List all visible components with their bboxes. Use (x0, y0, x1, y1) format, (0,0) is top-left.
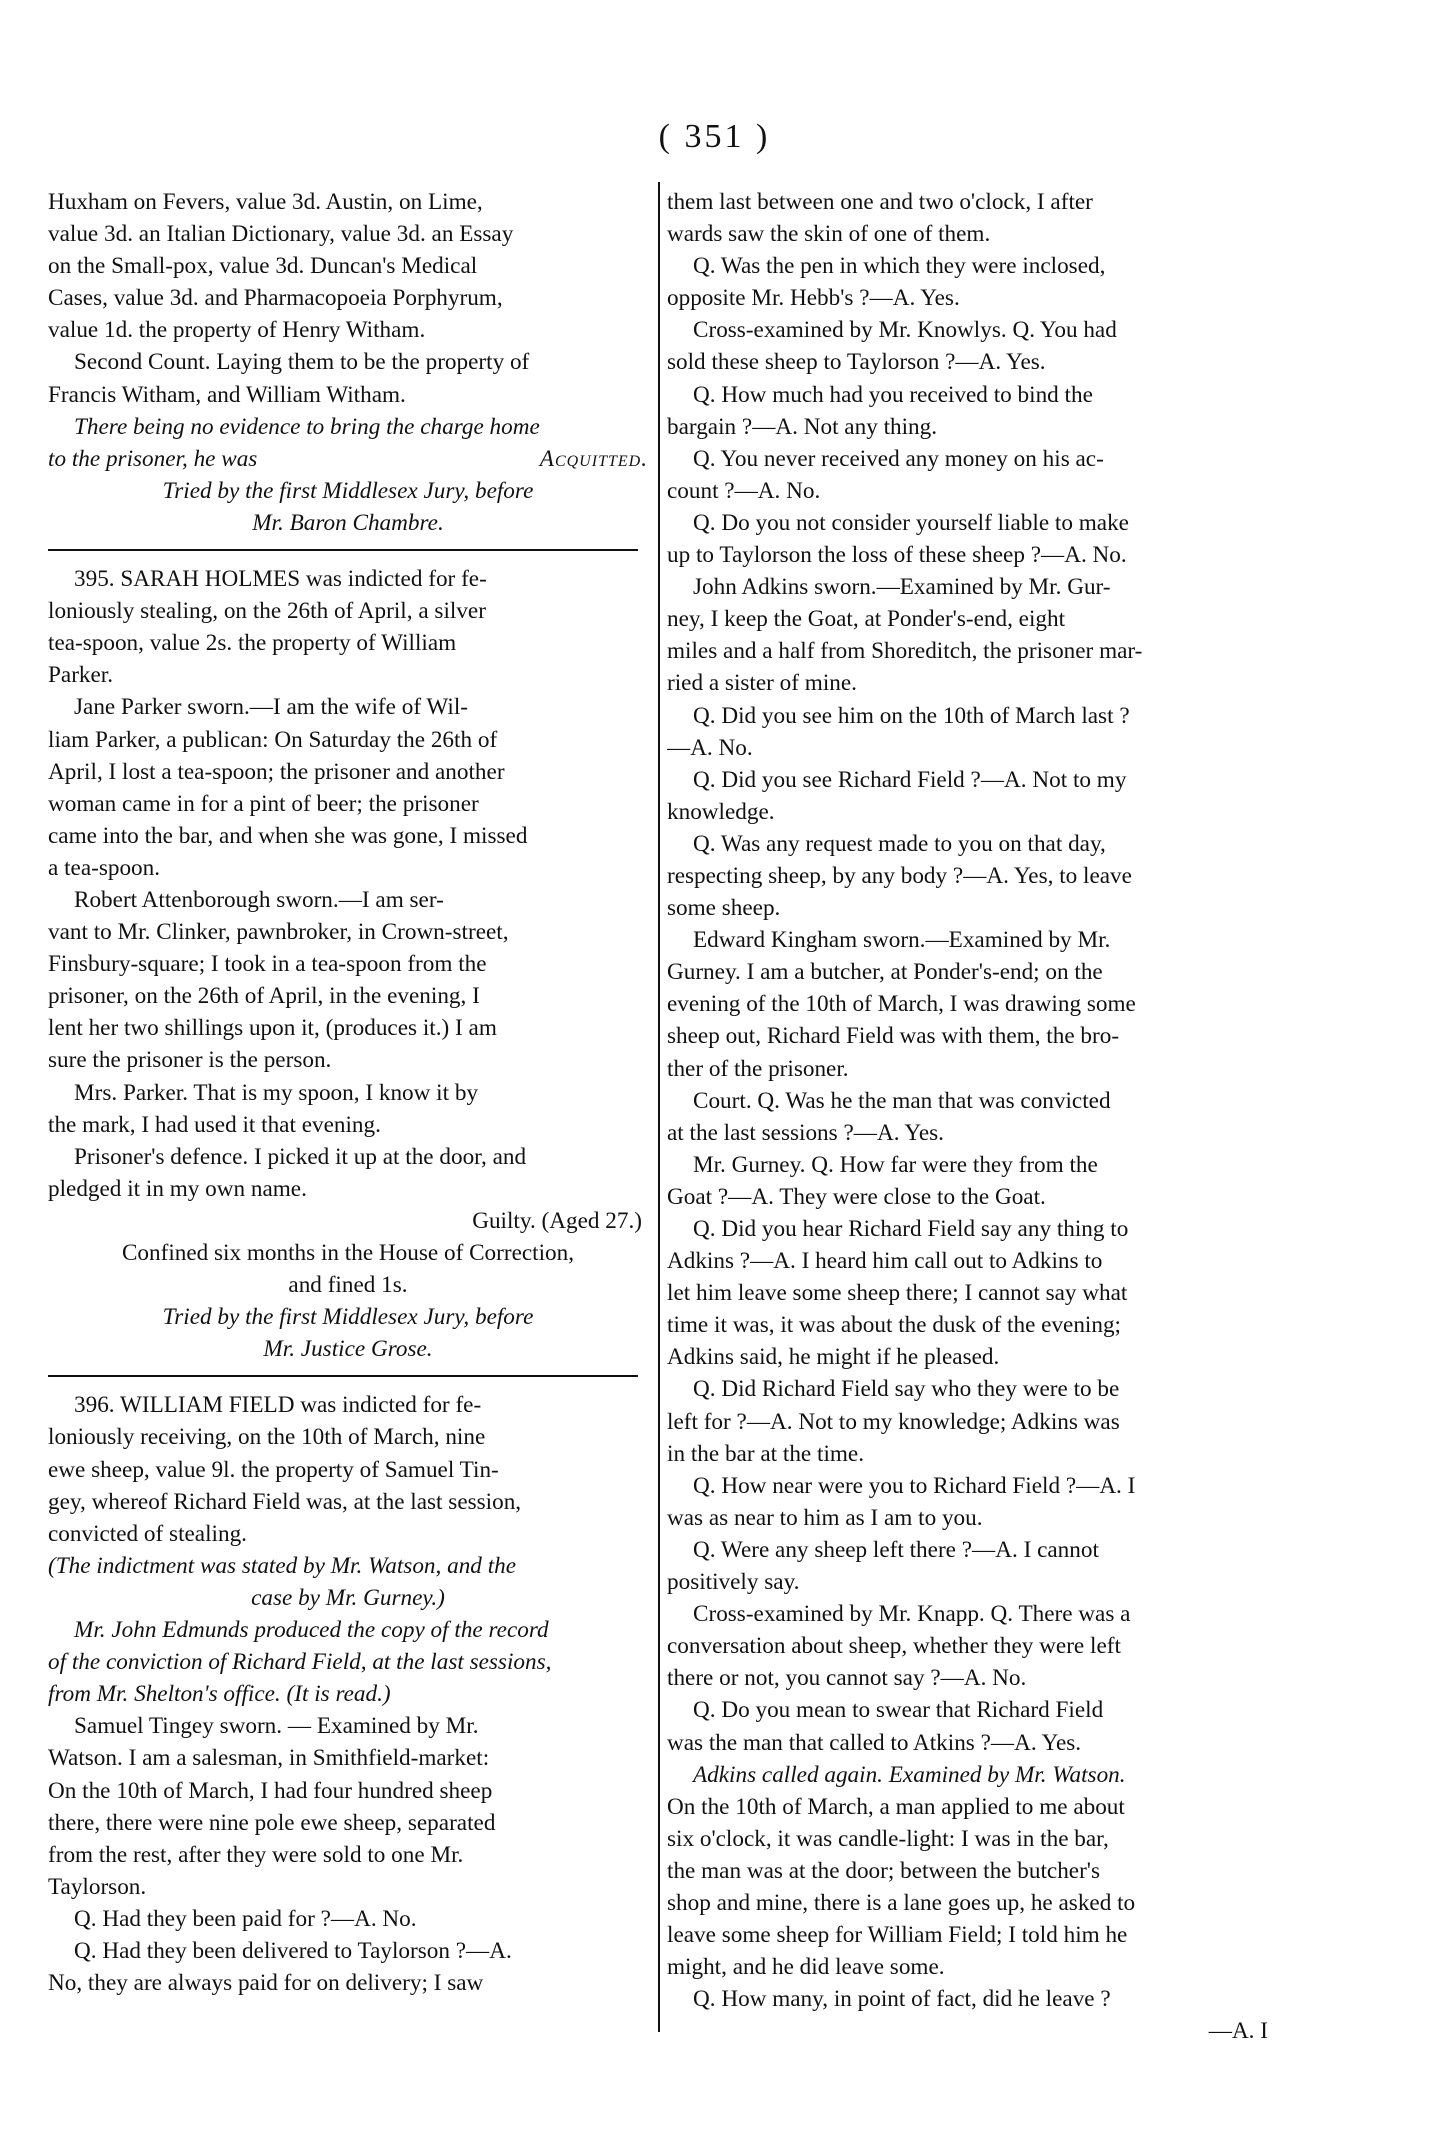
line-text: there, there were nine pole ewe sheep, separated (48, 1809, 496, 1836)
text-line (667, 379, 1274, 411)
text-line (48, 379, 648, 411)
text-line (48, 691, 648, 723)
text-line (48, 1389, 648, 1421)
line-text: —A. No. (667, 734, 753, 761)
line-text: Q. Do you not consider yourself liable to make (693, 509, 1129, 536)
text-line (667, 1759, 1274, 1791)
line-text: and fined 1s. (288, 1272, 408, 1299)
line-text: Mr. Justice Grose. (263, 1336, 433, 1363)
text-line (48, 1839, 648, 1871)
line-text: of the conviction of Richard Field, at the last sessions, (48, 1649, 552, 1676)
text-line (667, 2015, 1274, 2047)
line-text: knowledge. (667, 798, 775, 825)
text-line (667, 186, 1274, 218)
text-line (667, 1309, 1274, 1341)
line-text: Q. How much had you received to bind the (693, 381, 1093, 408)
text-line (48, 1550, 648, 1582)
line-text: Q. Was the pen in which they were inclosed, (693, 253, 1106, 280)
text-line (48, 1614, 648, 1646)
text-line (667, 1534, 1274, 1566)
text-line (667, 1406, 1274, 1438)
text-line (667, 1438, 1274, 1470)
text-line (48, 948, 648, 980)
line-text: John Adkins sworn.—Examined by Mr. Gur- (693, 574, 1111, 601)
line-text: Q. Were any sheep left there ?—A. I cannot (693, 1536, 1099, 1563)
line-text: Mr. Baron Chambre. (252, 509, 444, 536)
line-text: Francis Witham, and William Witham. (48, 381, 406, 408)
line-text: ried a sister of mine. (667, 670, 857, 697)
line-text: liam Parker, a publican: On Saturday the 26th of (48, 726, 498, 753)
text-line (48, 852, 648, 884)
line-text: Q. Had they been paid for ?—A. No. (74, 1905, 417, 1932)
text-line (48, 346, 648, 378)
line-text: count ?—A. No. (667, 477, 821, 504)
line-text: Prisoner's defence. I picked it up at the door, and (74, 1143, 527, 1170)
line-text: Finsbury-square; I took in a tea-spoon from the (48, 951, 487, 978)
line-text: vant to Mr. Clinker, pawnbroker, in Crown-street, (48, 919, 509, 946)
text-line (48, 1903, 648, 1935)
text-line (667, 1245, 1274, 1277)
line-text: 396. WILLIAM FIELD was indicted for fe- (74, 1392, 482, 1419)
text-line (48, 1205, 648, 1237)
line-text: a tea-spoon. (48, 854, 161, 881)
text-line (667, 860, 1274, 892)
text-line (667, 1566, 1274, 1598)
line-text: to the prisoner, he was (48, 445, 258, 472)
line-text: bargain ?—A. Not any thing. (667, 413, 938, 440)
text-line (48, 1518, 648, 1550)
text-line (667, 1277, 1274, 1309)
line-text: the mark, I had used it that evening. (48, 1111, 381, 1138)
text-line (667, 1694, 1274, 1726)
line-text: (The indictment was stated by Mr. Watson, and the (48, 1552, 517, 1579)
verdict: Acquitted. (539, 445, 648, 472)
text-line (48, 820, 648, 852)
line-text: six o'clock, it was candle-light: I was in the bar, (667, 1825, 1109, 1852)
line-text: sure the prisoner is the person. (48, 1047, 332, 1074)
text-line (48, 1967, 648, 1999)
text-line (667, 1149, 1274, 1181)
line-text: wards saw the skin of one of them. (667, 221, 991, 248)
line-text: Gurney. I am a butcher, at Ponder's-end; on the (667, 959, 1103, 986)
line-text: Mrs. Parker. That is my spoon, I know it by (74, 1079, 479, 1106)
line-text: let him leave some sheep there; I cannot say what (667, 1280, 1128, 1307)
text-line (667, 956, 1274, 988)
text-line (48, 1935, 648, 1967)
line-text: conversation about sheep, whether they were left (667, 1633, 1121, 1660)
text-line (48, 186, 648, 218)
line-text: pledged it in my own name. (48, 1175, 307, 1202)
line-text: Cross-examined by Mr. Knowlys. Q. You had (693, 317, 1117, 344)
right-column (667, 186, 1274, 2047)
text-line (667, 732, 1274, 764)
line-text: time it was, it was about the dusk of the evening; (667, 1312, 1122, 1339)
line-text: leave some sheep for William Field; I told him he (667, 1922, 1128, 1949)
line-text: Huxham on Fevers, value 3d. Austin, on Lime, (48, 189, 483, 215)
text-line (667, 282, 1274, 314)
line-text: Goat ?—A. They were close to the Goat. (667, 1183, 1046, 1210)
text-line (667, 1020, 1274, 1052)
line-text: Tried by the first Middlesex Jury, before (162, 477, 534, 504)
line-text: prisoner, on the 26th of April, in the evening, I (48, 983, 480, 1010)
line-text: them last between one and two o'clock, I after (667, 189, 1093, 215)
line-text: ney, I keep the Goat, at Ponder's-end, eight (667, 606, 1066, 633)
line-text: ewe sheep, value 9l. the property of Samuel Tin- (48, 1456, 499, 1483)
text-line (667, 796, 1274, 828)
line-text: Edward Kingham sworn.—Examined by Mr. (693, 927, 1111, 954)
line-text: Q. Did you hear Richard Field say any thing to (693, 1216, 1129, 1242)
line-text: Guilty. (Aged 27.) (472, 1207, 642, 1234)
text-line (667, 475, 1274, 507)
line-text: Q. Was any request made to you on that day, (693, 830, 1106, 857)
text-line (48, 1141, 648, 1173)
line-text: Confined six months in the House of Correction, (121, 1240, 575, 1266)
line-text: from Mr. Shelton's office. (It is read.) (48, 1681, 391, 1708)
line-text: might, and he did leave some. (667, 1954, 945, 1981)
line-text: at the last sessions ?—A. Yes. (667, 1119, 944, 1146)
line-text: Mr. Gurney. Q. How far were they from the (693, 1151, 1098, 1178)
text-line (48, 1742, 648, 1774)
text-line (48, 282, 648, 314)
line-text: was as near to him as I am to you. (667, 1504, 983, 1531)
text-line (48, 1871, 648, 1903)
text-line (48, 1486, 648, 1518)
text-line (667, 1502, 1274, 1534)
text-line (48, 1454, 648, 1486)
text-line (667, 828, 1274, 860)
line-text: No, they are always paid for on delivery; I saw (48, 1970, 484, 1997)
line-text: Samuel Tingey sworn. — Examined by Mr. (74, 1713, 479, 1740)
line-text: value 3d. an Italian Dictionary, value 3d. an Essay (48, 221, 514, 248)
text-line (667, 924, 1274, 956)
line-text: woman came in for a pint of beer; the prisoner (48, 790, 479, 817)
text-line (48, 1646, 648, 1678)
text-line (48, 659, 648, 691)
text-line (48, 507, 648, 539)
text-line (667, 1855, 1274, 1887)
line-text: Cross-examined by Mr. Knapp. Q. There was a (693, 1601, 1131, 1628)
text-line (667, 1598, 1274, 1630)
left-column (48, 186, 648, 1999)
line-text: Court. Q. Was he the man that was convicted (693, 1087, 1111, 1114)
text-line (48, 1678, 648, 1710)
text-line (667, 667, 1274, 699)
text-line (48, 627, 648, 659)
text-line (667, 603, 1274, 635)
line-text: from the rest, after they were sold to one Mr. (48, 1841, 464, 1868)
line-text: April, I lost a tea-spoon; the prisoner and another (48, 758, 505, 785)
line-text: Q. Had they been delivered to Taylorson ?—A. (74, 1937, 512, 1964)
text-line (667, 1470, 1274, 1502)
line-text: Watson. I am a salesman, in Smithfield-market: (48, 1745, 490, 1772)
text-line (667, 571, 1274, 603)
text-line (48, 916, 648, 948)
text-line (667, 1630, 1274, 1662)
text-line (667, 411, 1274, 443)
line-text: there or not, you cannot say ?—A. No. (667, 1665, 1027, 1692)
text-line (48, 1807, 648, 1839)
text-line (48, 1710, 648, 1742)
section-rule (48, 549, 638, 551)
line-text: loniously receiving, on the 10th of March, nine (48, 1424, 486, 1451)
line-text: respecting sheep, by any body ?—A. Yes, to leave (667, 862, 1132, 889)
line-text: convicted of stealing. (48, 1520, 247, 1547)
line-text: Q. How many, in point of fact, did he leave ? (693, 1986, 1111, 2013)
text-line (667, 1951, 1274, 1983)
text-line (667, 635, 1274, 667)
line-text: Adkins said, he might if he pleased. (667, 1344, 1000, 1371)
line-text: Taylorson. (48, 1873, 147, 1900)
text-line (48, 1012, 648, 1044)
text-line (667, 764, 1274, 796)
text-line (48, 1044, 648, 1076)
text-line (667, 218, 1274, 250)
text-line (667, 314, 1274, 346)
line-text: loniously stealing, on the 26th of April, a silver (48, 598, 486, 625)
text-line (48, 250, 648, 282)
text-line (667, 700, 1274, 732)
line-text: Parker. (48, 662, 114, 689)
text-line (48, 595, 648, 627)
page-number: ( 351 ) (658, 118, 771, 155)
line-text: up to Taylorson the loss of these sheep ?—A. No. (667, 542, 1127, 569)
line-text: was the man that called to Atkins ?—A. Yes. (667, 1729, 1082, 1756)
line-text: Q. You never received any money on his ac- (693, 445, 1104, 472)
line-text: came into the bar, and when she was gone, I missed (48, 822, 528, 849)
text-line (48, 1077, 648, 1109)
column-divider (658, 182, 660, 2032)
line-text: On the 10th of March, I had four hundred sheep (48, 1777, 493, 1804)
text-line (667, 1341, 1274, 1373)
text-line (667, 443, 1274, 475)
line-text: Robert Attenborough sworn.—I am ser- (74, 886, 444, 913)
text-line (667, 507, 1274, 539)
text-line (667, 1823, 1274, 1855)
text-line (48, 314, 648, 346)
text-line (667, 1919, 1274, 1951)
text-line (48, 1173, 648, 1205)
text-line (48, 1237, 648, 1269)
text-line (667, 1181, 1274, 1213)
text-line (667, 346, 1274, 378)
line-text: sheep out, Richard Field was with them, the bro- (667, 1023, 1120, 1050)
text-line (667, 1983, 1274, 2015)
text-line (667, 1213, 1274, 1245)
line-text: ther of the prisoner. (667, 1055, 849, 1082)
line-text: Q. Did you see him on the 10th of March last ? (693, 702, 1130, 729)
line-text: —A. I (1208, 2018, 1268, 2045)
text-line (667, 1887, 1274, 1919)
line-text: some sheep. (667, 895, 781, 922)
line-text: Q. How near were you to Richard Field ?—A. I (693, 1472, 1136, 1499)
line-text: positively say. (667, 1569, 800, 1596)
line-text: tea-spoon, value 2s. the property of William (48, 630, 457, 657)
text-line (667, 892, 1274, 924)
line-text: on the Small-pox, value 3d. Duncan's Medical (48, 253, 478, 280)
text-line (48, 788, 648, 820)
text-line (48, 1421, 648, 1453)
text-line (48, 563, 648, 595)
line-text: There being no evidence to bring the charge home (74, 413, 540, 440)
text-line (48, 1333, 648, 1365)
line-text: On the 10th of March, a man applied to me about (667, 1793, 1125, 1820)
text-line (48, 1269, 648, 1301)
text-line (667, 1053, 1274, 1085)
text-line (48, 1775, 648, 1807)
line-text: sold these sheep to Taylorson ?—A. Yes. (667, 349, 1046, 376)
line-text: Jane Parker sworn.—I am the wife of Wil- (74, 694, 468, 721)
line-text: evening of the 10th of March, I was drawing some (667, 991, 1136, 1018)
text-line (667, 988, 1274, 1020)
line-text: the man was at the door; between the butcher's (667, 1857, 1100, 1884)
text-line (48, 884, 648, 916)
line-text: left for ?—A. Not to my knowledge; Adkins was (667, 1408, 1120, 1435)
line-text: Adkins called again. Examined by Mr. Watson. (693, 1761, 1126, 1788)
line-text: case by Mr. Gurney.) (251, 1584, 445, 1611)
text-line (48, 1301, 648, 1333)
text-line (667, 1727, 1274, 1759)
line-text: Second Count. Laying them to be the property of (74, 349, 530, 376)
line-text: Cases, value 3d. and Pharmacopoeia Porphyrum, (48, 285, 503, 312)
text-line (48, 724, 648, 756)
line-text: Mr. John Edmunds produced the copy of the record (74, 1617, 549, 1644)
text-line (48, 1582, 648, 1614)
text-line (667, 1662, 1274, 1694)
text-line (667, 539, 1274, 571)
line-text: Tried by the first Middlesex Jury, before (162, 1304, 534, 1331)
text-line (667, 1373, 1274, 1405)
text-line (667, 1117, 1274, 1149)
line-text: 395. SARAH HOLMES was indicted for fe- (74, 566, 487, 593)
line-text: in the bar at the time. (667, 1440, 865, 1467)
line-text: Q. Did Richard Field say who they were to be (693, 1376, 1120, 1403)
line-text: lent her two shillings upon it, (produces it.) I am (48, 1015, 497, 1042)
text-line (48, 980, 648, 1012)
text-line (667, 1085, 1274, 1117)
text-line (667, 250, 1274, 282)
text-line (48, 475, 648, 507)
text-line (48, 443, 648, 475)
text-line (48, 411, 648, 443)
line-text: Adkins ?—A. I heard him call out to Adkins to (667, 1248, 1103, 1275)
line-text: Q. Did you see Richard Field ?—A. Not to my (693, 766, 1127, 793)
line-text: Q. Do you mean to swear that Richard Field (693, 1697, 1104, 1724)
text-line (48, 1109, 648, 1141)
line-text: gey, whereof Richard Field was, at the last session, (48, 1488, 522, 1515)
section-rule (48, 1375, 638, 1377)
line-text: shop and mine, there is a lane goes up, he asked to (667, 1889, 1136, 1916)
text-line (48, 218, 648, 250)
line-text: value 1d. the property of Henry Witham. (48, 317, 426, 344)
text-line (48, 756, 648, 788)
line-text: miles and a half from Shoreditch, the prisoner mar- (667, 638, 1143, 665)
line-text: opposite Mr. Hebb's ?—A. Yes. (667, 285, 960, 312)
text-line (667, 1791, 1274, 1823)
